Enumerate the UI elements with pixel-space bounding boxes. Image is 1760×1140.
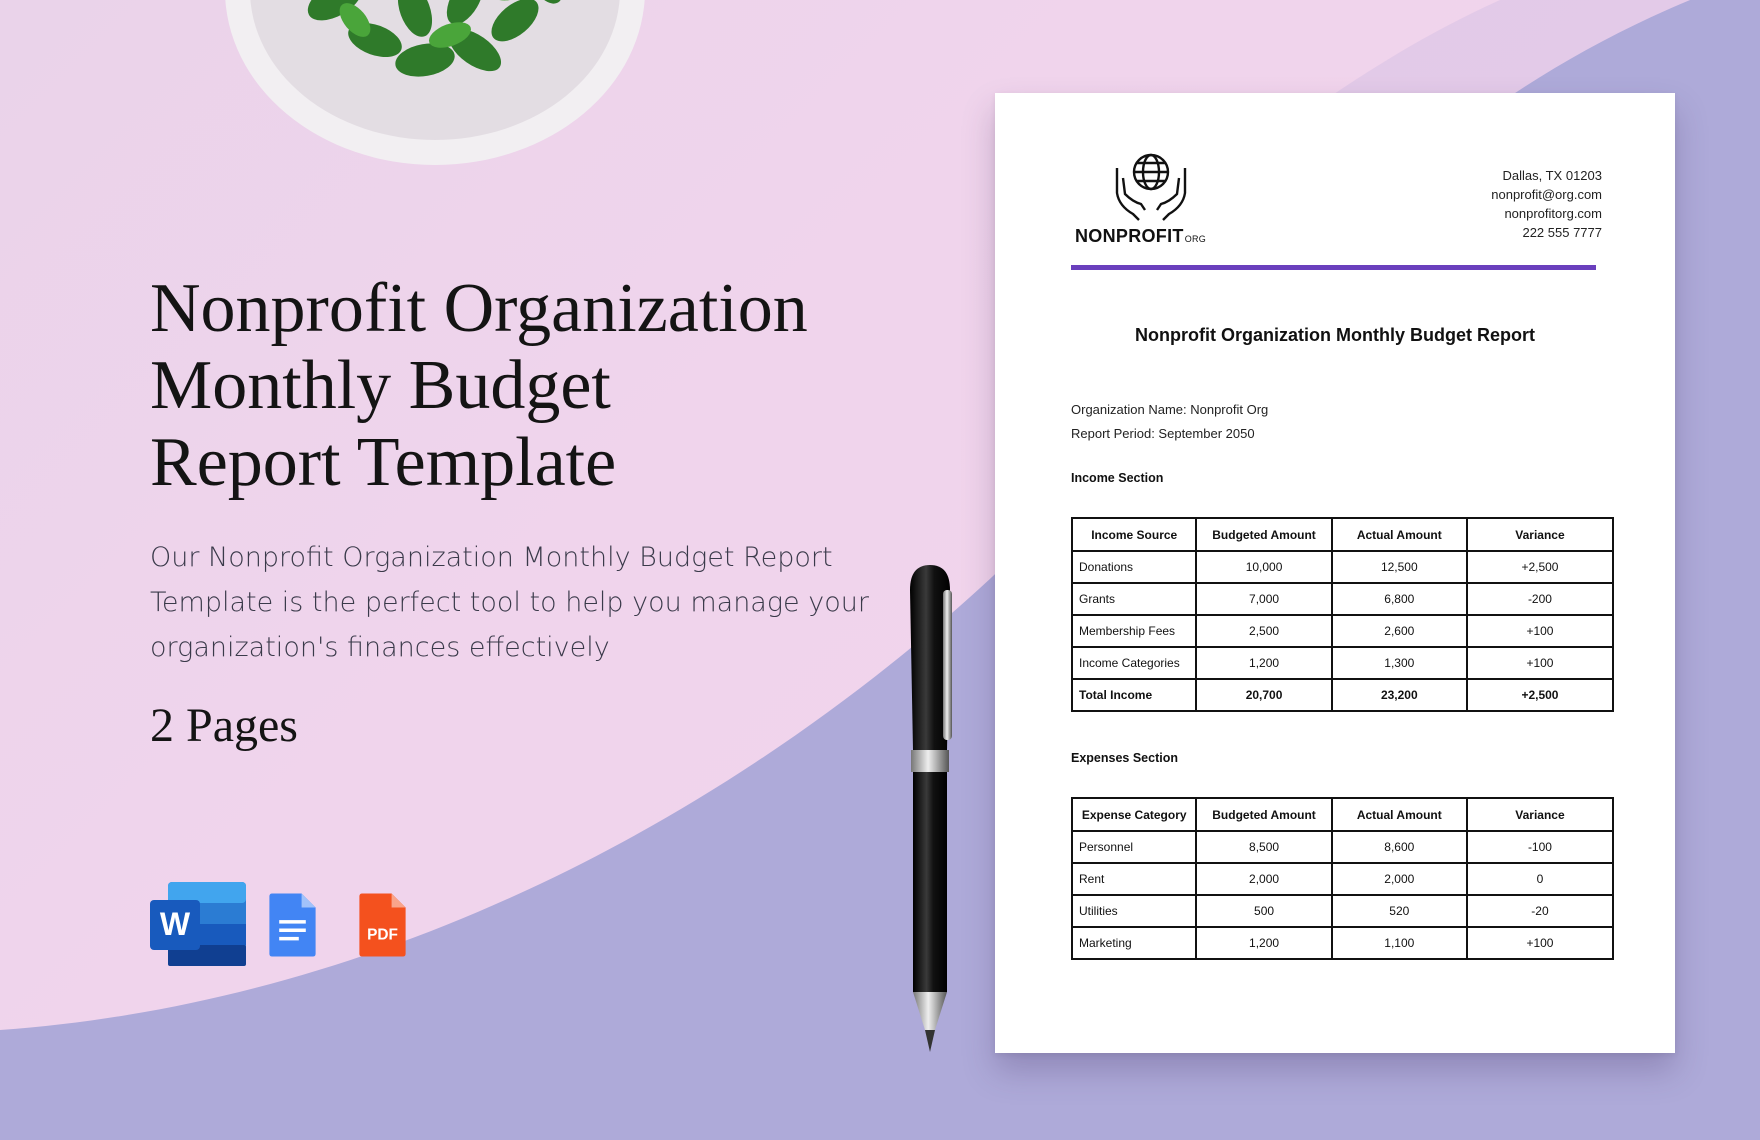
table-cell: +100 — [1467, 927, 1613, 959]
pdf-label: PDF — [367, 926, 398, 944]
table-cell: +2,500 — [1467, 551, 1613, 583]
column-header: Variance — [1467, 518, 1613, 551]
table-cell: -200 — [1467, 583, 1613, 615]
pdf-icon — [358, 880, 428, 970]
table-cell: Marketing — [1072, 927, 1196, 959]
contact-phone: 222 555 7777 — [1522, 225, 1602, 240]
table-cell: 0 — [1467, 863, 1613, 895]
pen-image — [895, 560, 965, 1060]
hero-section — [150, 270, 910, 753]
report-meta — [1071, 398, 1268, 446]
table-row — [1072, 615, 1613, 647]
header-divider — [1071, 265, 1596, 270]
contact-email: nonprofit@org.com — [1491, 187, 1602, 202]
table-cell: Personnel — [1072, 831, 1196, 863]
table-cell: Utilities — [1072, 895, 1196, 927]
table-row — [1072, 895, 1613, 927]
globe-hands-icon — [1111, 148, 1191, 223]
logo-wordmark — [1075, 226, 1206, 247]
table-cell: +2,500 — [1467, 679, 1613, 711]
table-cell: 6,800 — [1332, 583, 1467, 615]
column-header: Actual Amount — [1332, 798, 1467, 831]
table-cell: 500 — [1196, 895, 1331, 927]
column-header: Income Source — [1072, 518, 1196, 551]
table-cell: 8,600 — [1332, 831, 1467, 863]
table-row — [1072, 551, 1613, 583]
report-title: Nonprofit Organization Monthly Budget Report — [1135, 325, 1535, 345]
google-docs-icon — [268, 880, 338, 970]
table-row — [1072, 831, 1613, 863]
table-cell: 8,500 — [1196, 831, 1331, 863]
table-row — [1072, 927, 1613, 959]
column-header: Actual Amount — [1332, 518, 1467, 551]
table-cell: 23,200 — [1332, 679, 1467, 711]
expenses-header-row — [1072, 798, 1613, 831]
format-icons — [148, 880, 428, 970]
column-header: Expense Category — [1072, 798, 1196, 831]
table-cell: 1,200 — [1196, 647, 1331, 679]
table-cell: 2,000 — [1196, 863, 1331, 895]
page-count: 2 Pages — [150, 699, 298, 752]
logo-suffix: ORG — [1184, 234, 1207, 244]
table-cell: 520 — [1332, 895, 1467, 927]
table-cell: 20,700 — [1196, 679, 1331, 711]
word-icon — [148, 880, 248, 970]
document-preview — [995, 93, 1675, 1053]
table-cell: -100 — [1467, 831, 1613, 863]
total-row — [1072, 679, 1613, 711]
contact-block — [1491, 166, 1602, 242]
report-period: Report Period: September 2050 — [1071, 426, 1255, 441]
table-cell: Income Categories — [1072, 647, 1196, 679]
table-cell: +100 — [1467, 647, 1613, 679]
table-row — [1072, 583, 1613, 615]
income-table — [1071, 517, 1614, 712]
hero-description: Our Nonprofit Organization Monthly Budget Report Template is the perfect tool to help you manage your organization's finances effectively — [150, 542, 869, 663]
table-cell: -20 — [1467, 895, 1613, 927]
word-letter: W — [159, 906, 191, 942]
hero-title-line: Nonprofit Organization — [150, 270, 808, 347]
hero-title-line: Monthly Budget — [150, 347, 611, 424]
table-cell: 1,100 — [1332, 927, 1467, 959]
table-cell: +100 — [1467, 615, 1613, 647]
logo-name: NONPROFIT — [1075, 226, 1184, 246]
table-cell: 2,000 — [1332, 863, 1467, 895]
table-cell: Grants — [1072, 583, 1196, 615]
expenses-table — [1071, 797, 1614, 960]
table-cell: Total Income — [1072, 679, 1196, 711]
column-header: Budgeted Amount — [1196, 518, 1331, 551]
table-cell: 2,500 — [1196, 615, 1331, 647]
column-header: Budgeted Amount — [1196, 798, 1331, 831]
table-cell: Membership Fees — [1072, 615, 1196, 647]
hero-title — [150, 270, 910, 501]
contact-website: nonprofitorg.com — [1504, 206, 1602, 221]
plant-pot-image — [215, 0, 655, 165]
contact-address: Dallas, TX 01203 — [1502, 168, 1602, 183]
organization-name: Organization Name: Nonprofit Org — [1071, 402, 1269, 417]
table-cell: 12,500 — [1332, 551, 1467, 583]
income-header-row — [1072, 518, 1613, 551]
table-row — [1072, 647, 1613, 679]
table-cell: Donations — [1072, 551, 1196, 583]
table-row — [1072, 863, 1613, 895]
income-section-label: Income Section — [1071, 471, 1164, 485]
table-cell: 10,000 — [1196, 551, 1331, 583]
column-header: Variance — [1467, 798, 1613, 831]
hero-title-line: Report Template — [150, 424, 617, 501]
table-cell: 2,600 — [1332, 615, 1467, 647]
table-cell: 7,000 — [1196, 583, 1331, 615]
expenses-section-label: Expenses Section — [1071, 751, 1178, 765]
table-cell: 1,300 — [1332, 647, 1467, 679]
table-cell: 1,200 — [1196, 927, 1331, 959]
table-cell: Rent — [1072, 863, 1196, 895]
